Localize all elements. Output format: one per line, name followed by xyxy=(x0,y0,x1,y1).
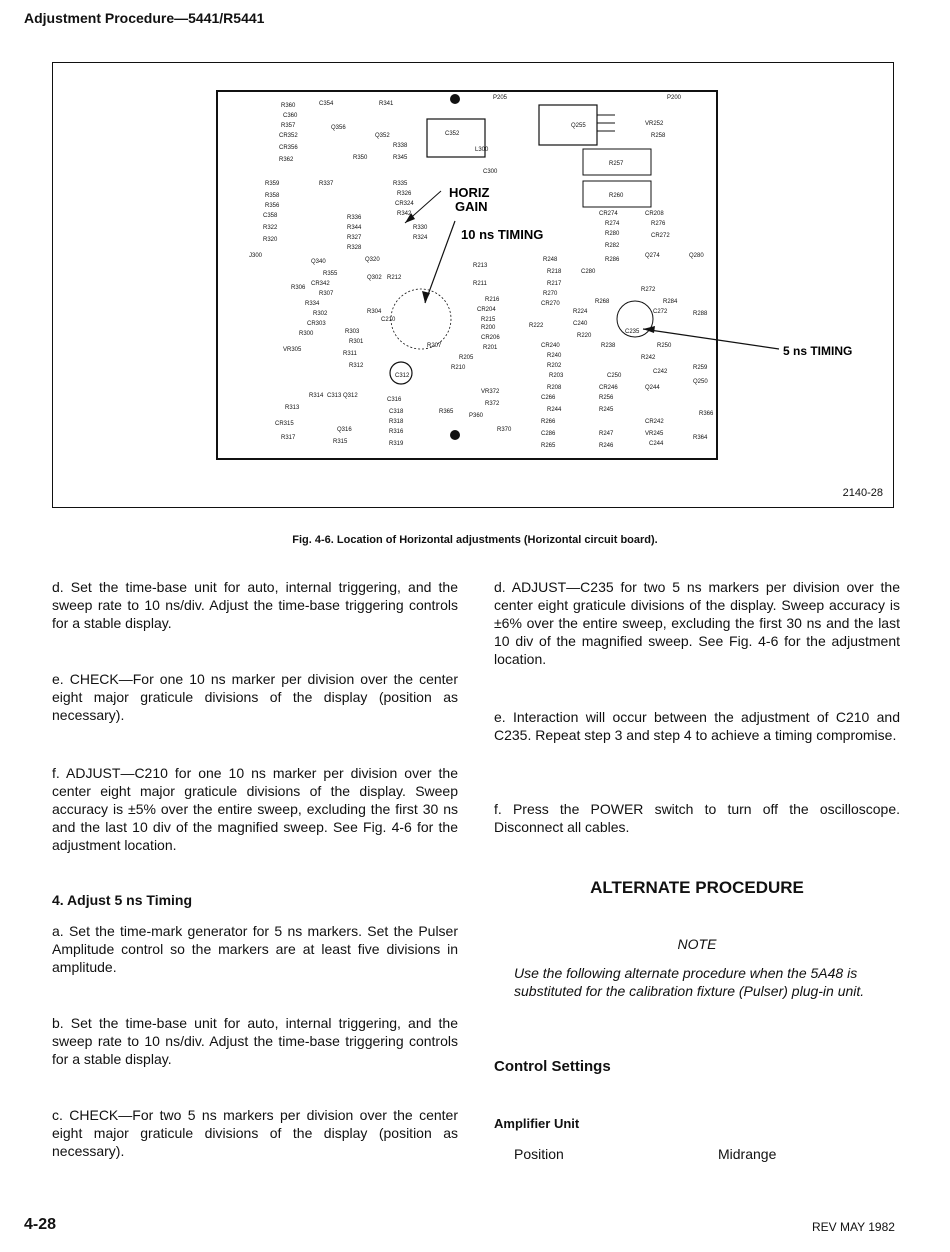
component-c272: C272 xyxy=(653,309,668,315)
component-r344: R344 xyxy=(347,225,362,231)
component-r316: R316 xyxy=(389,429,404,435)
component-r270: R270 xyxy=(543,291,558,297)
component-r246: R246 xyxy=(599,443,614,449)
component-p200: P200 xyxy=(667,95,682,101)
step-f-left: f. ADJUST—C210 for one 10 ns marker per division over the center eight major graticule divisions of the display. Sweep accuracy is ±5% over the entire sweep, excluding the first 30 ns and the last 10 div of the magnified sweep. See Fig. 4-6 for the adjustment location. xyxy=(52,765,458,853)
component-r280: R280 xyxy=(605,231,620,237)
step-e-left: e. CHECK—For one 10 ns marker per division over the center eight major graticule divisions of the display (position as necessary). xyxy=(52,671,458,723)
component-r300: R300 xyxy=(299,331,314,337)
amplifier-unit-heading: Amplifier Unit xyxy=(494,1116,580,1131)
alternate-procedure-heading: ALTERNATE PROCEDURE xyxy=(590,878,804,897)
component-l300: L300 xyxy=(475,147,489,153)
component-q312: Q312 xyxy=(343,393,358,399)
component-r338: R338 xyxy=(393,143,408,149)
step-a: a. Set the time-mark generator for 5 ns markers. Set the Pulser Amplitude control so the markers are at least five divisions in amplitude. xyxy=(52,923,458,975)
step-c: c. CHECK—For two 5 ns markers per division over the center eight major graticule divisions of the display (position as necessary). xyxy=(52,1107,458,1159)
component-r274: R274 xyxy=(605,221,620,227)
component-r207: R207 xyxy=(427,343,442,349)
component-r205: R205 xyxy=(459,355,474,361)
component-r358: R358 xyxy=(265,193,280,199)
component-r365: R365 xyxy=(439,409,454,415)
component-cr342: CR342 xyxy=(311,281,330,287)
component-r357: R357 xyxy=(281,123,296,129)
component-r336: R336 xyxy=(347,215,362,221)
component-r303: R303 xyxy=(345,329,360,335)
component-r250: R250 xyxy=(657,343,672,349)
component-c300: C300 xyxy=(483,169,498,175)
trim-capacitor-c210 xyxy=(391,289,451,349)
component-r222: R222 xyxy=(529,323,544,329)
component-q244: Q244 xyxy=(645,385,660,391)
component-c358: C358 xyxy=(263,213,278,219)
component-q250: Q250 xyxy=(693,379,708,385)
component-r200: R200 xyxy=(481,325,496,331)
figure-id: 2140-28 xyxy=(842,487,883,499)
component-r362: R362 xyxy=(279,157,294,163)
component-r272: R272 xyxy=(641,287,656,293)
component-labels xyxy=(249,95,714,449)
component-r370: R370 xyxy=(497,427,512,433)
control-settings-heading: Control Settings xyxy=(494,1058,611,1075)
component-cr324: CR324 xyxy=(395,201,414,207)
component-r242: R242 xyxy=(641,355,656,361)
component-cr356: CR356 xyxy=(279,145,298,151)
component-r306: R306 xyxy=(291,285,306,291)
component-q280: Q280 xyxy=(689,253,704,259)
component-r268: R268 xyxy=(595,299,610,305)
component-r266: R266 xyxy=(541,419,556,425)
component-r320: R320 xyxy=(263,237,278,243)
component-q302: Q302 xyxy=(367,275,382,281)
component-c210: C210 xyxy=(381,317,396,323)
component-r366: R366 xyxy=(699,411,714,417)
label-10ns-timing: 10 ns TIMING xyxy=(461,227,544,242)
component-c352: C352 xyxy=(445,131,460,137)
component-cr240: CR240 xyxy=(541,343,560,349)
component-r245: R245 xyxy=(599,407,614,413)
component-cr315: CR315 xyxy=(275,421,294,427)
component-c313: C313 xyxy=(327,393,342,399)
page-header: Adjustment Procedure—5441/R5441 xyxy=(24,10,265,26)
component-r282: R282 xyxy=(605,243,620,249)
section-heading-5ns: 4. Adjust 5 ns Timing xyxy=(52,892,193,908)
component-r247: R247 xyxy=(599,431,614,437)
component-vr305: VR305 xyxy=(283,347,302,353)
component-c360: C360 xyxy=(283,113,298,119)
component-c240: C240 xyxy=(573,321,588,327)
component-c235: C235 xyxy=(625,329,640,335)
component-r327: R327 xyxy=(347,235,362,241)
component-r301: R301 xyxy=(349,339,364,345)
component-cr208: CR208 xyxy=(645,211,664,217)
component-j300: J300 xyxy=(249,253,263,259)
mounting-hole xyxy=(450,94,460,104)
component-r220: R220 xyxy=(577,333,592,339)
figure-frame xyxy=(52,62,894,508)
component-r350: R350 xyxy=(353,155,368,161)
component-q255: Q255 xyxy=(571,123,586,129)
component-cr242: CR242 xyxy=(645,419,664,425)
component-r322: R322 xyxy=(263,225,278,231)
component-r312: R312 xyxy=(349,363,364,369)
page-number: 4-28 xyxy=(24,1216,57,1233)
component-r212: R212 xyxy=(387,275,402,281)
component-c266: C266 xyxy=(541,395,556,401)
component-r213: R213 xyxy=(473,263,488,269)
component-cr246: CR246 xyxy=(599,385,618,391)
component-cr274: CR274 xyxy=(599,211,618,217)
circuit-board-diagram xyxy=(53,63,895,509)
component-r317: R317 xyxy=(281,435,296,441)
component-r203: R203 xyxy=(549,373,564,379)
step-b: b. Set the time-base unit for auto, internal triggering, and the sweep rate to 10 ns/div. Adjust the time-base triggering controls for a stable display. xyxy=(52,1015,458,1067)
position-value: Midrange xyxy=(718,1146,777,1162)
component-r334: R334 xyxy=(305,301,320,307)
component-c286: C286 xyxy=(541,431,556,437)
component-p205: P205 xyxy=(493,95,508,101)
component-q274: Q274 xyxy=(645,253,660,259)
component-r328: R328 xyxy=(347,245,362,251)
component-r318: R318 xyxy=(389,419,404,425)
component-q340: Q340 xyxy=(311,259,326,265)
component-q352: Q352 xyxy=(375,133,390,139)
component-cr352: CR352 xyxy=(279,133,298,139)
component-r284: R284 xyxy=(663,299,678,305)
component-r314: R314 xyxy=(309,393,324,399)
component-r311: R311 xyxy=(343,351,357,357)
component-r360: R360 xyxy=(281,103,296,109)
component-r324: R324 xyxy=(413,235,428,241)
label-gain: GAIN xyxy=(455,199,488,214)
component-cr272: CR272 xyxy=(651,233,670,239)
component-r215: R215 xyxy=(481,317,496,323)
component-r304: R304 xyxy=(367,309,382,315)
revision-date: REV MAY 1982 xyxy=(812,1220,895,1234)
component-r355: R355 xyxy=(323,271,338,277)
component-r258: R258 xyxy=(651,133,666,139)
component-c316: C316 xyxy=(387,397,402,403)
step-e-right: e. Interaction will occur between the adjustment of C210 and C235. Repeat step 3 and step 4 to achieve a timing compromise. xyxy=(494,709,900,743)
component-r345: R345 xyxy=(393,155,408,161)
component-r335: R335 xyxy=(393,181,408,187)
component-cr270: CR270 xyxy=(541,301,560,307)
component-r326: R326 xyxy=(397,191,412,197)
component-r359: R359 xyxy=(265,181,280,187)
component-r256: R256 xyxy=(599,395,614,401)
label-5ns-timing: 5 ns TIMING xyxy=(783,344,853,358)
step-d-right: d. ADJUST—C235 for two 5 ns markers per division over the center eight graticule divisions of the display. Sweep accuracy is ±6% over the entire sweep, excluding the first 30 ns and the last 10 div of the magnified sweep. See Fig. 4-6 for the adjustment location. xyxy=(494,579,900,667)
component-vr245: VR245 xyxy=(645,431,664,437)
component-r211: R211 xyxy=(473,281,487,287)
component-p360: P360 xyxy=(469,413,484,419)
component-c312: C312 xyxy=(395,373,410,379)
note-text: Use the following alternate procedure when the 5A48 is substituted for the calibration fixture (Pulser) plug-in unit. xyxy=(514,965,865,999)
component-r238: R238 xyxy=(601,343,616,349)
component-r210: R210 xyxy=(451,365,466,371)
component-r202: R202 xyxy=(547,363,562,369)
component-c354: C354 xyxy=(319,101,334,107)
component-r276: R276 xyxy=(651,221,666,227)
component-r315: R315 xyxy=(333,439,348,445)
component-r288: R288 xyxy=(693,311,708,317)
component-r372: R372 xyxy=(485,401,500,407)
component-vr252: VR252 xyxy=(645,121,664,127)
component-r265: R265 xyxy=(541,443,556,449)
note-label: NOTE xyxy=(677,936,717,952)
component-r248: R248 xyxy=(543,257,558,263)
component-r260: R260 xyxy=(609,193,624,199)
component-r342: R342 xyxy=(397,211,412,217)
position-label: Position xyxy=(514,1146,564,1162)
10ns-timing-pointer xyxy=(425,221,455,303)
mounting-hole xyxy=(450,430,460,440)
component-cr206: CR206 xyxy=(481,335,500,341)
component-r218: R218 xyxy=(547,269,562,275)
component-r356: R356 xyxy=(265,203,280,209)
component-r217: R217 xyxy=(547,281,562,287)
component-vr372: VR372 xyxy=(481,389,500,395)
figure-caption: Fig. 4-6. Location of Horizontal adjustments (Horizontal circuit board). xyxy=(292,534,658,546)
component-r216: R216 xyxy=(485,297,500,303)
component-r313: R313 xyxy=(285,405,300,411)
component-r259: R259 xyxy=(693,365,708,371)
component-q356: Q356 xyxy=(331,125,346,131)
component-r201: R201 xyxy=(483,345,498,351)
component-r208: R208 xyxy=(547,385,562,391)
component-r330: R330 xyxy=(413,225,428,231)
component-q316: Q316 xyxy=(337,427,352,433)
component-c242: C242 xyxy=(653,369,668,375)
component-r341: R341 xyxy=(379,101,394,107)
component-r244: R244 xyxy=(547,407,562,413)
component-r257: R257 xyxy=(609,161,624,167)
label-horiz: HORIZ xyxy=(449,185,490,200)
component-q320: Q320 xyxy=(365,257,380,263)
component-c250: C250 xyxy=(607,373,622,379)
component-c244: C244 xyxy=(649,441,664,447)
step-d-left: d. Set the time-base unit for auto, internal triggering, and the sweep rate to 10 ns/div. Adjust the time-base triggering controls for a stable display. xyxy=(52,579,458,631)
ic-q255 xyxy=(539,105,597,145)
component-r302: R302 xyxy=(313,311,328,317)
component-c318: C318 xyxy=(389,409,404,415)
component-r337: R337 xyxy=(319,181,334,187)
component-r286: R286 xyxy=(605,257,620,263)
component-r364: R364 xyxy=(693,435,708,441)
component-cr303: CR303 xyxy=(307,321,326,327)
component-cr204: CR204 xyxy=(477,307,496,313)
component-r319: R319 xyxy=(389,441,404,447)
step-f-right: f. Press the POWER switch to turn off the oscilloscope. Disconnect all cables. xyxy=(494,801,900,835)
component-r224: R224 xyxy=(573,309,588,315)
component-r240: R240 xyxy=(547,353,562,359)
component-c280: C280 xyxy=(581,269,596,275)
component-r307: R307 xyxy=(319,291,334,297)
